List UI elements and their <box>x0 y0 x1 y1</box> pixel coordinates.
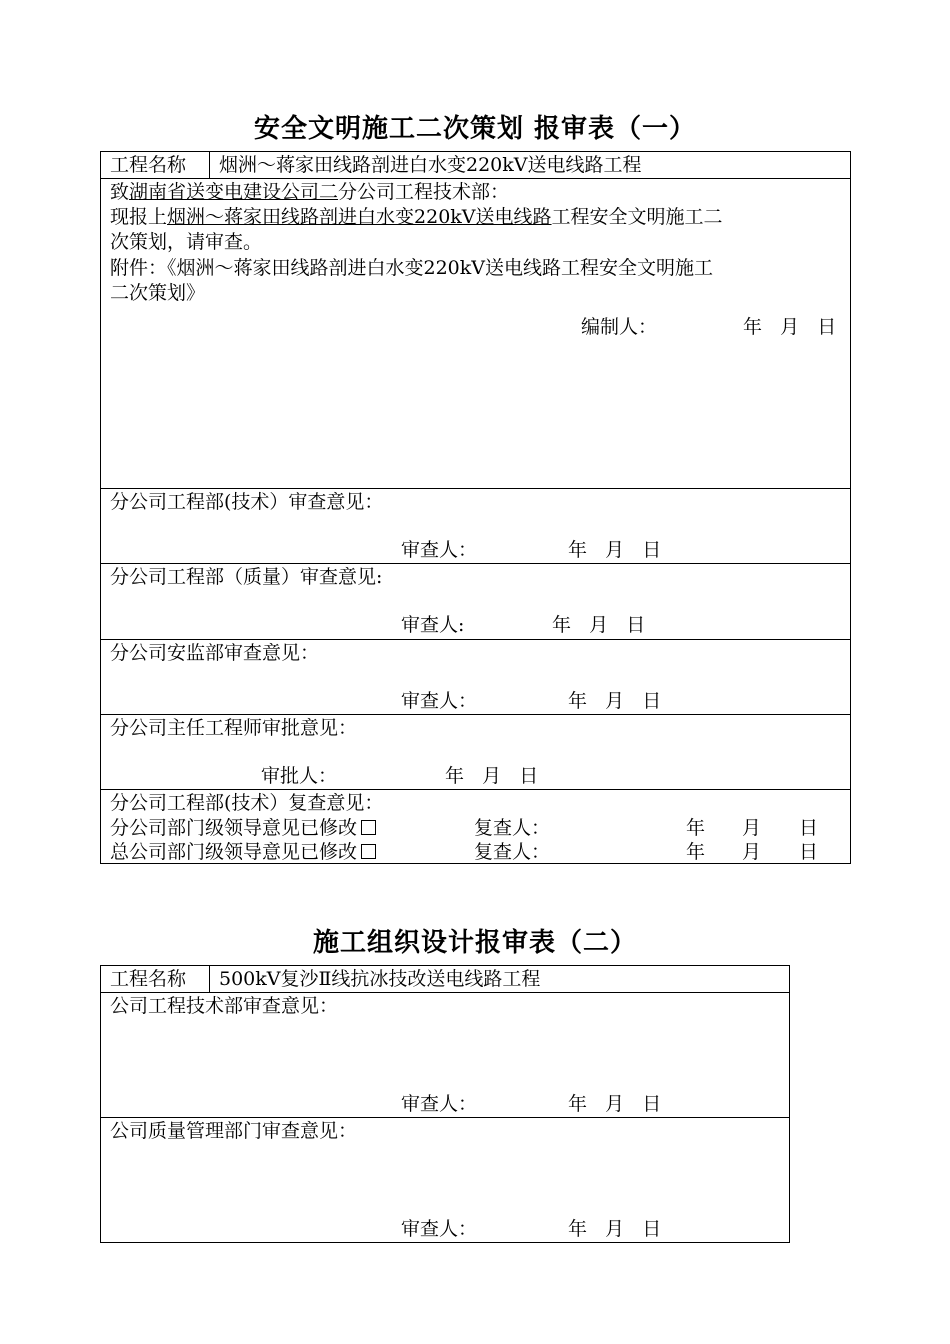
rechecker-label: 复查人： <box>474 817 551 839</box>
date-day: 日 <box>799 817 819 839</box>
project-name: 烟洲～蒋家田线路剖进白水变220kV送电线路工程 <box>219 154 642 176</box>
section-heading: 分公司工程部(技术）审查意见： <box>110 491 384 513</box>
rechecker-label: 复查人： <box>474 841 551 863</box>
preparer-label: 编制人： <box>581 316 658 338</box>
review-date: 年 月 日 <box>552 614 646 636</box>
project-name: 500kV复沙Ⅱ线抗冰技改送电线路工程 <box>219 968 541 990</box>
review-date: 年 月 日 <box>568 539 662 561</box>
modified-checkbox-branch[interactable] <box>361 820 376 835</box>
review-date: 年 月 日 <box>568 1218 662 1240</box>
project-label: 工程名称 <box>110 154 187 176</box>
date-year: 年 <box>686 841 706 863</box>
form2-section-tech <box>101 993 789 1118</box>
form1-section-quality <box>101 564 850 640</box>
form1-section-tech <box>101 489 850 564</box>
recheck-hq-line: 总公司部门级领导意见已修改 <box>110 840 376 864</box>
section-heading: 公司工程技术部审查意见： <box>110 995 339 1017</box>
date-month: 月 <box>742 841 762 863</box>
report-project: 烟洲～蒋家田线路剖进白水变220kV送电线路 <box>167 206 552 228</box>
preparer-date: 年 月 日 <box>743 316 837 338</box>
reviewer-label: 审查人： <box>401 1218 478 1240</box>
form2-section-quality <box>101 1118 789 1242</box>
form1-section-recheck <box>101 790 850 863</box>
approver-label: 审批人： <box>261 765 338 787</box>
section-heading: 公司质量管理部门审查意见： <box>110 1120 358 1142</box>
section-heading: 分公司工程部(技术）复查意见： <box>110 792 384 814</box>
addressee-name: 湖南省送变电建设公司二 <box>129 181 339 203</box>
section-heading: 分公司工程部（质量）审查意见: <box>110 566 383 588</box>
reviewer-label: 审查人： <box>401 690 478 712</box>
form2-title: 施工组织设计报审表（二） <box>312 928 637 958</box>
column-divider <box>209 966 210 992</box>
form1-section-chief-engineer <box>101 715 850 790</box>
date-day: 日 <box>799 841 819 863</box>
attachment-line-2: 二次策划》 <box>110 282 206 304</box>
form1-section-safety <box>101 640 850 715</box>
report-line: 现报上烟洲～蒋家田线路剖进白水变220kV送电线路工程安全文明施工二 <box>110 206 723 228</box>
recheck-branch-line: 分公司部门级领导意见已修改 <box>110 816 376 840</box>
form1-submission-row <box>101 179 850 489</box>
form2-project-row <box>101 966 789 993</box>
form2-table <box>100 965 790 1243</box>
date-year: 年 <box>686 817 706 839</box>
addressee-line: 致湖南省送变电建设公司二分公司工程技术部： <box>110 181 510 203</box>
form1-table <box>100 151 851 864</box>
review-date: 年 月 日 <box>568 1093 662 1115</box>
column-divider <box>209 152 210 178</box>
reviewer-label: 审查人: <box>401 614 465 636</box>
report-line-2: 次策划，请审查。 <box>110 231 263 253</box>
reviewer-label: 审查人： <box>401 1093 478 1115</box>
modified-checkbox-hq[interactable] <box>361 844 376 859</box>
section-heading: 分公司主任工程师审批意见： <box>110 717 358 739</box>
review-date: 年 月 日 <box>568 690 662 712</box>
form1-project-row <box>101 152 850 179</box>
reviewer-label: 审查人： <box>401 539 478 561</box>
approval-date: 年 月 日 <box>445 765 539 787</box>
attachment-line: 附件：《烟洲～蒋家田线路剖进白水变220kV送电线路工程安全文明施工 <box>110 257 714 279</box>
date-month: 月 <box>742 817 762 839</box>
section-heading: 分公司安监部审查意见： <box>110 642 320 664</box>
form1-title: 安全文明施工二次策划 报审表（一） <box>253 114 697 144</box>
project-label: 工程名称 <box>110 968 187 990</box>
